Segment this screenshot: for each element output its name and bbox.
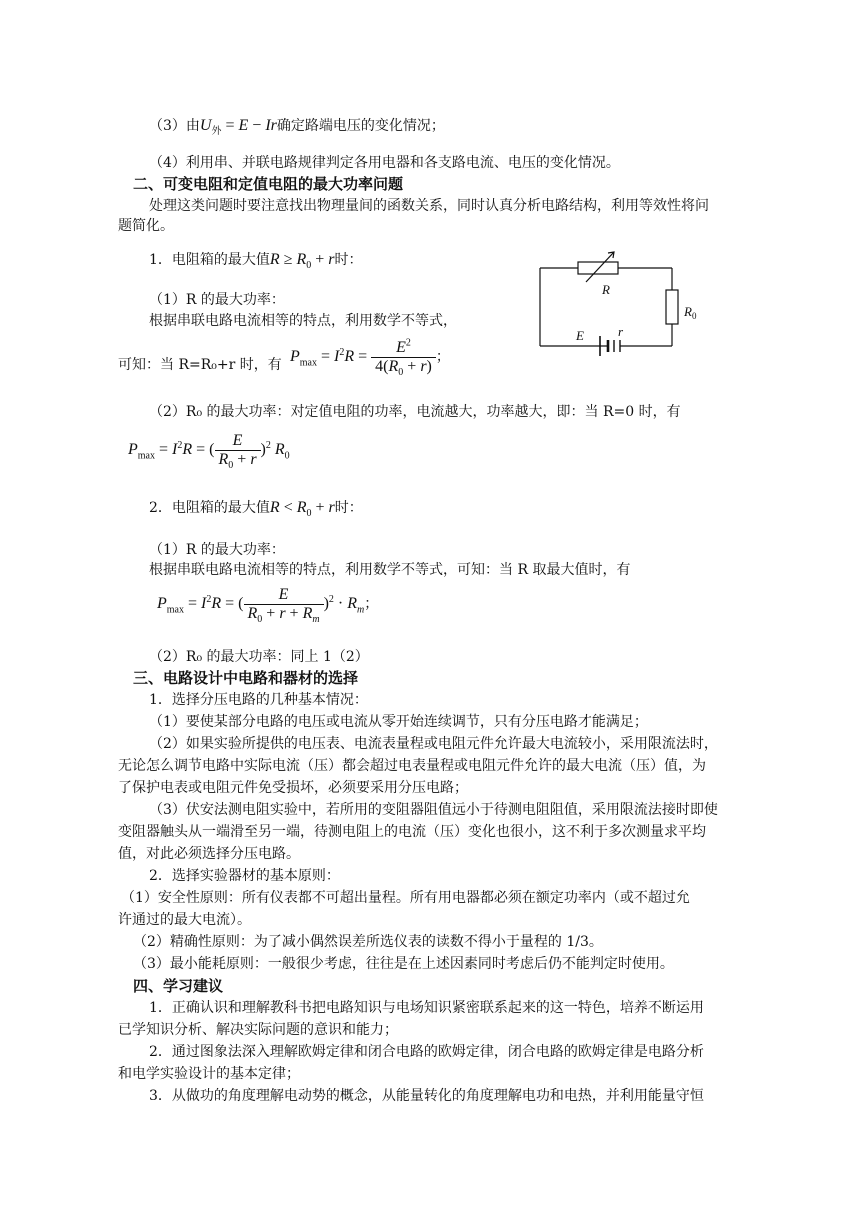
para-s4b: 变阻器触头从一端滑至另一端，待测电阻上的电流（压）变化也很小，这不利于多次测量求平均 xyxy=(118,824,706,840)
para-s5: 2．选择实验器材的基本原则： xyxy=(149,868,340,884)
case2-title: 2．电阻箱的最大值$R < R_0 + r$时： xyxy=(149,499,363,520)
case2-r0-max-power: （2）R₀ 的最大功率：同上 1（2） xyxy=(149,649,369,665)
case1-r-max-power: （1）R 的最大功率： xyxy=(149,292,285,308)
intro-line-1: 处理这类问题时要注意找出物理量间的函数关系，同时认真分析电路结构，利用等效性将问 xyxy=(149,198,709,214)
text-line-4: （4）利用串、并联电路规律判定各用电器和各支路电流、电压的变化情况。 xyxy=(149,155,620,171)
intro-line-2: 题简化。 xyxy=(118,218,174,234)
formula-pmax-3: $P_{max} = I^2R$ = ( $\frac{E}{R_0 + r + R_m}$ )$^2 \cdot R_m$； xyxy=(157,586,379,626)
label-r: R xyxy=(602,282,610,297)
para-l1a: 1．正确认识和理解教科书把电路知识与电场知识紧密联系起来的这一特色，培养不断运用 xyxy=(149,1000,704,1016)
case2-r-max-power: （1）R 的最大功率： xyxy=(149,542,285,558)
para-s4c: 值，对此必须选择分压电路。 xyxy=(118,846,300,862)
label-e: E xyxy=(576,328,584,343)
para-l1b: 已学知识分析、解决实际问题的意识和能力； xyxy=(118,1022,398,1038)
fixed-resistor-icon xyxy=(666,290,678,324)
para-l2a: 2．通过图象法深入理解欧姆定律和闭合电路的欧姆定律，闭合电路的欧姆定律是电路分析 xyxy=(149,1044,704,1060)
para-s3c: 了保护电表或电阻元件免受损坏，必须要采用分压电路； xyxy=(118,780,468,796)
label-internal-r: r xyxy=(618,324,624,339)
para-s1: 1．选择分压电路的几种基本情况： xyxy=(149,692,368,708)
para-s3a: （2）如果实验所提供的电压表、电流表量程或电阻元件允许最大电流较小，采用限流法时， xyxy=(149,736,718,752)
section-heading-3: 三、电路设计中电路和器材的选择 xyxy=(133,669,359,687)
case1-r0-max-power: （2）R₀ 的最大功率：对定值电阻的功率，电流越大，功率越大，即：当 R=0 时，有 xyxy=(149,404,681,420)
para-s4a: （3）伏安法测电阻实验中，若所用的变阻器阻值远小于待测电阻阻值，采用限流法接时即使 xyxy=(149,802,718,818)
para-s2: （1）要使某部分电路的电压或电流从零开始连续调节，只有分压电路才能满足； xyxy=(149,714,648,730)
case2-reasoning: 根据串联电路电流相等的特点，利用数学不等式，可知：当 R 取最大值时，有 xyxy=(149,562,631,578)
formula-pmax-2: $P_{max} = I^2R$ = ( $\frac{E}{R_0 + r}$ )$^2$ $R_0$ xyxy=(128,432,290,472)
formula-terminal-voltage: $U_外 = E - Ir$ xyxy=(199,117,277,138)
case1-title: 1．电阻箱的最大值$R \ge R_0 + r$时： xyxy=(149,251,363,272)
section-heading-2: 二、可变电阻和定值电阻的最大功率问题 xyxy=(133,175,404,193)
case1-condition: 可知：当 R=R₀+r 时，有 xyxy=(118,357,282,373)
para-l2b: 和电学实验设计的基本定律； xyxy=(118,1066,300,1082)
para-s6a: （1）安全性原则：所有仪表都不可超出量程。所有用电器都必须在额定功率内（或不超过允 xyxy=(121,890,690,906)
case1-reasoning: 根据串联电路电流相等的特点，利用数学不等式， xyxy=(149,313,457,329)
section-heading-4: 四、学习建议 xyxy=(133,977,224,995)
para-s3b: 无论怎么调节电路中实际电流（压）都会超过电表量程或电阻元件允许的最大电流（压）值，为 xyxy=(118,758,706,774)
para-s8: （3）最小能耗原则：一般很少考虑，往往是在上述因素同时考虑后仍不能判定时使用。 xyxy=(133,956,674,972)
circuit-diagram xyxy=(528,248,728,358)
para-l3: 3．从做功的角度理解电动势的概念，从能量转化的角度理解电功和电热，并利用能量守恒 xyxy=(149,1088,704,1104)
text-line-3: （3）由$U_外 = E - Ir$确定路端电压的变化情况； xyxy=(149,117,445,138)
formula-pmax-1: $P_{max} = I^2R$ = $\frac{E^2}{4(R_0 + r)}$ ； xyxy=(290,337,450,379)
label-r0: $R_0$ xyxy=(684,304,697,321)
para-s7: （2）精确性原则：为了减小偶然误差所选仪表的读数不得小于量程的 1/3。 xyxy=(133,934,603,950)
para-s6b: 许通过的最大电流）。 xyxy=(118,912,251,928)
variable-resistor-icon xyxy=(578,262,618,274)
